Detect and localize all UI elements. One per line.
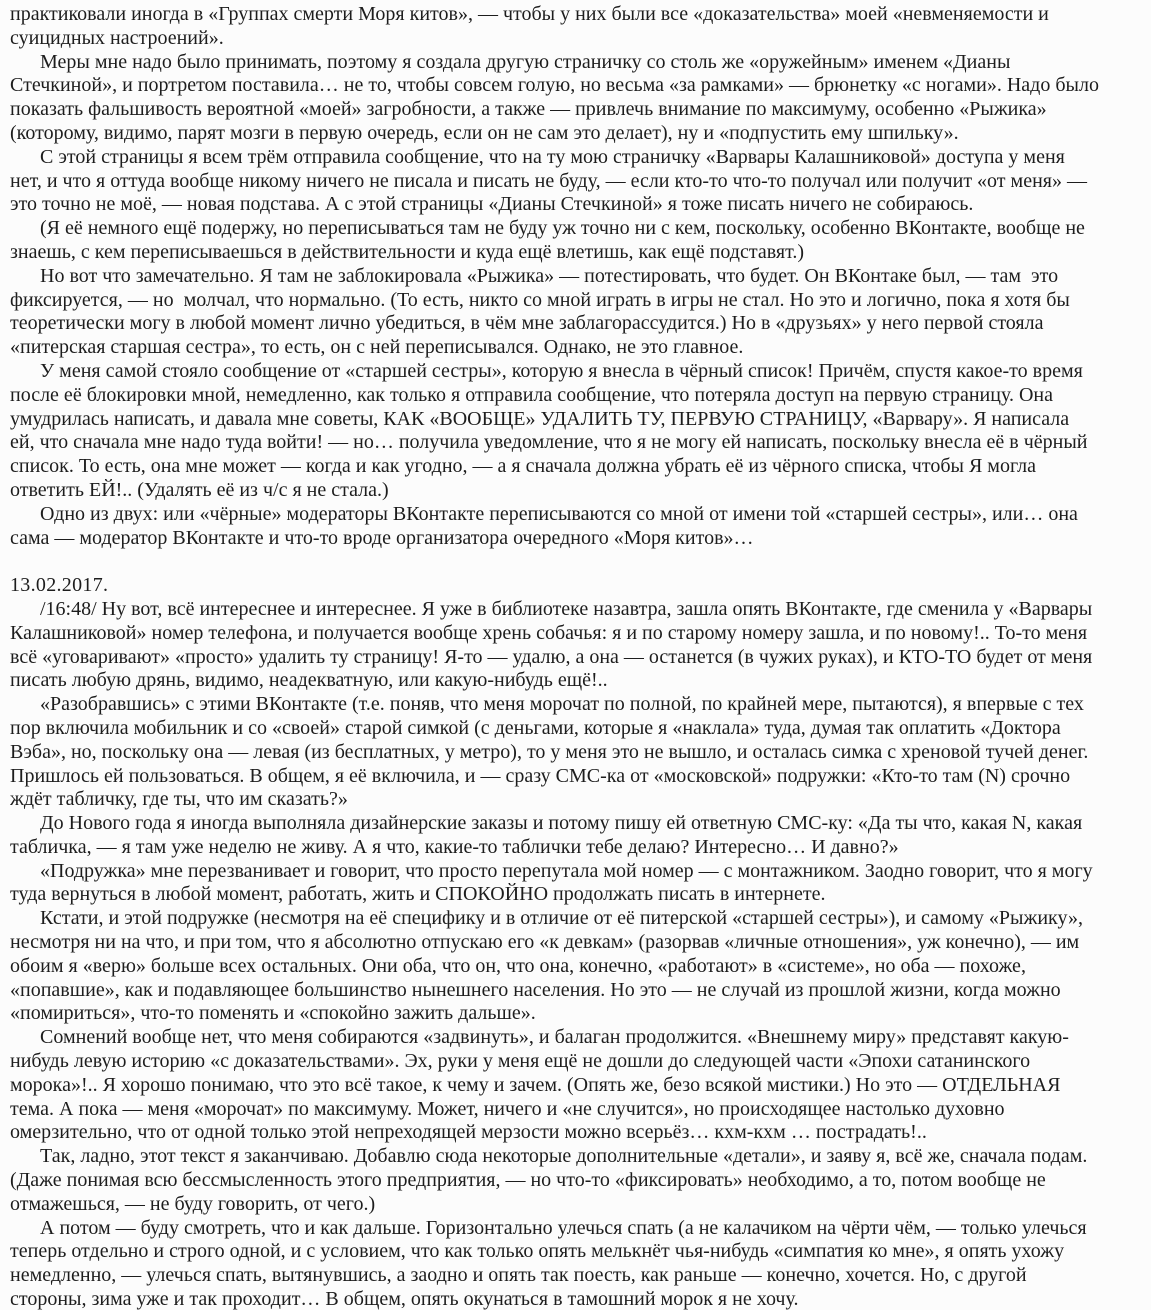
text-line: Одно из двух: или «чёрные» модераторы ВКонтакте переписываются со мной от имени той «старшей сестры», или… она	[40, 502, 1078, 525]
text-line: табличка, — я там уже неделю не живу. А я что, какие-то таблички тебе делаю? Интересно… И давно?»	[10, 835, 899, 858]
blank-line	[10, 550, 1145, 574]
text-line: Калашниковой» номер телефона, и получается вообще хрень собачья: я и по старому номеру зашла, и по новому!.. То-то меня	[10, 621, 1088, 644]
text-line: До Нового года я иногда выполняла дизайнерские заказы и потому пишу ей ответную СМС-ку: «Да ты что, какая N, какая	[40, 812, 1083, 835]
date-text: 13.02.2017.	[10, 574, 109, 597]
text-line: «Разобравшись» с этими ВКонтакте (т.е. поняв, что меня морочат по полной, по крайней мере, пытаются), я впервые с тех	[40, 693, 1084, 716]
text-line: (которому, видимо, парят мозги в первую очередь, если он не сам это делает), ну и «подпустить ему шпильку».	[10, 121, 959, 144]
paragraph	[10, 265, 1145, 360]
text-line: туда вернуться в любой момент, работать, жить и СПОКОЙНО продолжать писать в интернете.	[10, 883, 826, 906]
paragraph	[10, 860, 1145, 908]
text-line: Сомнений вообще нет, что меня собираются «задвинуть», и балаган продолжится. «Внешнему миру» представят какую-	[40, 1026, 1069, 1049]
text-line: «Подружка» мне перезванивает и говорит, что просто перепутала мой номер — с монтажником. Заодно говорит, что я могу	[40, 859, 1093, 882]
text-line: показать фальшивость вероятной «моей» загробности, а также — привлечь внимание по максимуму, особенно «Рыжика»	[10, 98, 1047, 121]
text-line: ответить ЕЙ!.. (Удалять её из ч/с я не стала.)	[10, 478, 389, 501]
text-line: (Даже понимая всю бессмысленность этого предприятия, — но что-то «фиксировать» необходимо, а то, потом вообще не	[10, 1169, 1046, 1192]
text-line: «попавшие», как и подавляющее большинство нынешнего населения. Но это — не случай из прошлой жизни, когда можно	[10, 978, 1061, 1001]
paragraph	[10, 907, 1145, 1026]
paragraph	[10, 812, 1145, 860]
text-line: писать любую дрянь, видимо, неадекватную, или какую-нибудь ещё!..	[10, 669, 608, 692]
text-line: Но вот что замечательно. Я там не заблокировала «Рыжика» — потестировать, что будет. Он ВКонтаке был, — там это	[40, 264, 1059, 287]
text-line: «помириться», что-то поменять и «спокойно зажить дальше».	[10, 1002, 536, 1025]
text-line: морока»!.. Я хорошо понимаю, что это всё такое, к чему и зачем. (Опять же, безо всякой мистики.) Но это — ОТДЕЛЬНАЯ	[10, 1073, 1061, 1096]
text-line: после её блокировки мной, немедленно, как только я отправила сообщение, что потеряла доступ на первую страницу. Она	[10, 383, 1053, 406]
text-line: (Я её немного ещё подержу, но переписываться там не буду уж точно ни с кем, поскольку, особенно ВКонтакте, вообще не	[40, 217, 1085, 240]
text-line: А потом — буду смотреть, что и как дальше. Горизонтально улечься спать (а не калачиком на чёрти чём, — только улечься	[40, 1216, 1087, 1239]
text-line: /16:48/ Ну вот, всё интереснее и интереснее. Я уже в библиотеке назавтра, зашла опять ВКонтакте, где сменила у «Варвары	[40, 597, 1093, 620]
text-line: ей, что сначала мне надо туда войти! — но… получила уведомление, что я не могу ей написать, поскольку внесла её в чёрный	[10, 431, 1088, 454]
text-line: У меня самой стояло сообщение от «старшей сестры», которую я внесла в чёрный список! Причём, спустя какое-то время	[40, 359, 1083, 382]
text-line: Меры мне надо было принимать, поэтому я создала другую страничку со столь же «оружейным» именем «Дианы	[40, 50, 1011, 73]
text-line: суицидных настроений».	[10, 26, 224, 49]
paragraph	[10, 51, 1145, 146]
text-line: список. То есть, она мне может — когда и как угодно, — а я сначала должна убрать её из чёрного списка, чтобы Я могла	[10, 455, 1036, 478]
date-heading	[10, 574, 1145, 598]
text-line: «питерская старшая сестра», то есть, он с ней переписывался. Однако, не это главное.	[10, 336, 744, 359]
paragraph	[10, 1217, 1145, 1310]
paragraph	[10, 1026, 1145, 1145]
text-line: несмотря ни на что, и при том, что я абсолютно отпускаю его «к девкам» (разорвав «личные отношения», уж конечно), — им	[10, 931, 1080, 954]
text-line: ждёт табличку, где ты, что им сказать?»	[10, 788, 348, 811]
text-line: С этой страницы я всем трём отправила сообщение, что на ту мою страничку «Варвары Калашниковой» доступа у меня	[40, 145, 1065, 168]
text-line: обоим я «верю» больше всех остальных. Они оба, что он, что она, конечно, «работают» в «системе», но оба — похоже,	[10, 954, 1026, 977]
text-line: это точно не моё, — новая подстава. А с этой страницы «Дианы Стечкиной» я тоже писать ничего не собираюсь.	[10, 193, 974, 216]
text-line: тема. А пока — меня «морочат» по максимуму. Может, ничего и «не случится», но происходящее настолько духовно	[10, 1097, 1005, 1120]
text-line: всё «уговаривают» «просто» удалить ту страницу! Я-то — удалю, а она — останется (в чужих руках), и КТО-ТО будет от меня	[10, 645, 1093, 668]
paragraph	[10, 217, 1145, 265]
text-line: умудрилась написать, и давала мне советы, КАК «ВООБЩЕ» УДАЛИТЬ ТУ, ПЕРВУЮ СТРАНИЦУ, «Варвару». Я написала	[10, 407, 1070, 430]
paragraph	[10, 503, 1145, 551]
text-line: Стечкиной», и портретом поставила… не то, чтобы совсем голую, но весьма «за рамками» — брюнетку «с ногами». Надо было	[10, 74, 1099, 97]
text-line: Так, ладно, этот текст я заканчиваю. Добавлю сюда некоторые дополнительные «детали», и заяву я, всё же, сначала подам.	[40, 1145, 1088, 1168]
paragraph	[10, 1145, 1145, 1216]
paragraph	[10, 598, 1145, 693]
text-line: омерзительно, что от одной только этой непреходящей мерзости можно всерьёз… кхм-кхм … пострадать!..	[10, 1121, 927, 1144]
text-line: нет, и что я оттуда вообще никому ничего не писала и писать не буду, — если кто-то что-то получал или получит «от меня» —	[10, 169, 1087, 192]
text-line: теперь отдельно и строго одной, и с условием, что как только опять мелькнёт чья-нибудь «симпатия ко мне», я опять ухожу	[10, 1240, 1065, 1263]
text-line: стороны, зима уже и так проходит… В общем, опять окунаться в тамошний морок я не хочу.	[10, 1288, 799, 1310]
text-line: сама — модератор ВКонтакте и что-то вроде организатора очередного «Моря китов»…	[10, 526, 754, 549]
paragraph-spacer	[10, 550, 1145, 574]
text-line: практиковали иногда в «Группах смерти Моря китов», — чтобы у них были все «доказательства» моей «невменяемости и	[10, 3, 1049, 25]
text-line: пор включила мобильник и со «своей» старой симкой (с деньгами, которые я «наклала» туда, думая так оплатить «Доктора	[10, 716, 1061, 739]
paragraph	[10, 360, 1145, 503]
paragraph	[10, 3, 1145, 51]
text-line: Вэба», но, поскольку она — левая (из бесплатных, у метро), то у меня это не вышло, и осталась симка с хреновой тучей денег.	[10, 740, 1089, 763]
text-line: немедленно, — улечься спать, вытянувшись, а заодно и опять так поесть, как раньше — конечно, хочется. Но, с другой	[10, 1264, 1027, 1287]
text-line: Пришлось ей пользоваться. В общем, я её включила, и — сразу СМС-ка от «московской» подружки: «Кто-то там (N) срочно	[10, 764, 1071, 787]
text-line: отмажешься, — не буду говорить, от чего.)	[10, 1192, 376, 1215]
paragraph	[10, 146, 1145, 217]
text-line: фиксируется, — но молчал, что нормально. (То есть, никто со мной играть в игры не стал. Но это и логично, пока я хотя бы	[10, 288, 1070, 311]
document-body	[10, 3, 1145, 1310]
text-line: нибудь левую историю «с доказательствами». Эх, руки у меня ещё не дошли до следующей части «Эпохи сатанинского	[10, 1050, 1031, 1073]
text-line: Кстати, и этой подружке (несмотря на её специфику и в отличие от её питерской «старшей сестры»), и самому «Рыжику»,	[40, 907, 1083, 930]
paragraph	[10, 693, 1145, 812]
text-line: теоретически могу в любой момент лично убедиться, в чём мне заблагорассудится.) Но в «друзьях» у него первой стояла	[10, 312, 1044, 335]
text-line: знаешь, с кем переписываешься в действительности и куда ещё влетишь, как ещё подставят.)	[10, 240, 804, 263]
